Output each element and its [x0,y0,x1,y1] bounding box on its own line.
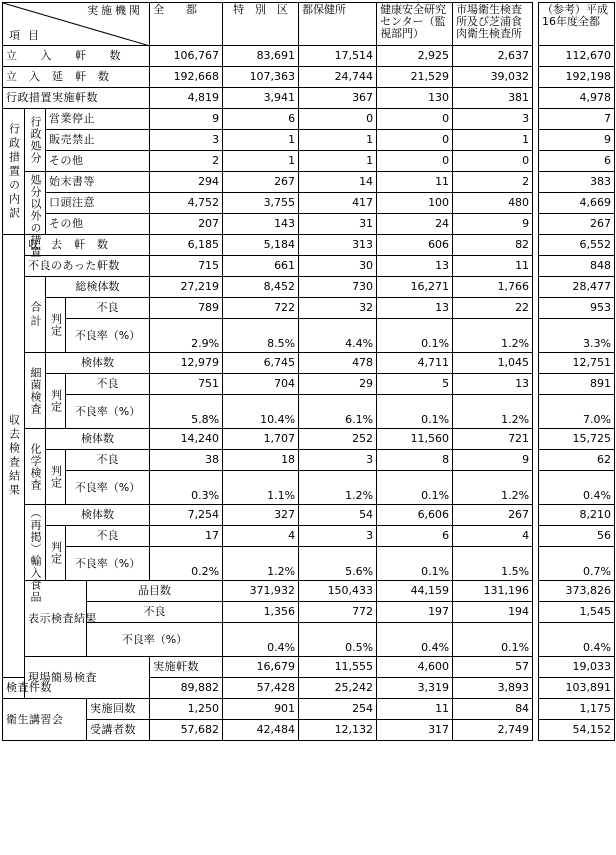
col-special-wards-header: 特 別 区 [223,3,299,46]
table-cell: 12,979 [150,353,223,374]
col-health-center-header: 都保健所 [299,3,377,46]
table-cell: 11 [377,172,453,193]
row-bac-rate [3,395,533,429]
table-cell: 12,751 [539,353,615,374]
table-cell: 721 [453,429,533,450]
label-judgement-chem: 判定 [46,450,66,505]
table-cell: 1 [299,130,377,151]
label-collected: 収 去 軒 数 [25,235,150,256]
table-cell: 21,529 [377,67,453,88]
label-bac-rate: 不良率（%） [66,395,150,429]
table-cell: 3,893 [453,678,533,699]
table-cell: 2 [150,151,223,172]
table-cell: 31 [299,214,377,235]
table-cell: 254 [299,699,377,720]
label-total-defective: 不良 [66,298,150,319]
label-bacteria: 細菌検査 [25,353,46,429]
agency-header-label: 実施機関 [87,4,144,17]
row-total-specimens [3,277,533,298]
row-disposal-other [3,151,533,172]
label-admin-actions: 行政措置実施軒数 [3,88,150,109]
table-cell: 39,032 [453,67,533,88]
table-cell: 14,240 [150,429,223,450]
table-cell: 5,184 [223,235,299,256]
table-cell: 789 [150,298,223,319]
table-cell: 42,484 [223,720,299,741]
label-judgement-imp: 判定 [46,526,66,581]
table-cell: 2,637 [453,46,533,67]
table-cell: 848 [539,256,615,277]
table-cell: 0.5% [299,623,377,657]
table-cell: 9 [150,109,223,130]
table-cell: 24 [377,214,453,235]
table-cell: 4 [223,526,299,547]
table-cell: 112,670 [539,46,615,67]
table-cell: 0.2% [150,547,223,581]
label-imported: （再掲）輸入食品 [25,505,46,581]
label-label-rate: 不良率（%） [87,623,223,657]
label-chem-defective: 不良 [66,450,150,471]
table-cell: 9 [539,130,615,151]
label-disposal-other: その他 [46,151,150,172]
row-course-times [3,699,533,720]
table-cell: 327 [223,505,299,526]
col-market-inspection-header: 市場衛生検査所及び芝浦食肉衛生検査所 [453,3,533,46]
table-cell: 0.4% [539,623,615,657]
label-judgement-bac: 判定 [46,374,66,429]
corner-header [3,3,150,46]
row-chem-defective [3,450,533,471]
table-cell: 1,250 [150,699,223,720]
table-cell: 3 [299,526,377,547]
row-field-shops [3,657,533,678]
table-cell: 84 [453,699,533,720]
table-cell: 6,606 [377,505,453,526]
table-cell: 8 [377,450,453,471]
table-cell: 0.1% [377,395,453,429]
table-cell: 11 [377,699,453,720]
table-cell: 0 [377,109,453,130]
label-total-specimens: 総検体数 [46,277,150,298]
row-inspections [3,46,533,67]
table-cell: 6,185 [150,235,223,256]
table-cell: 192,668 [150,67,223,88]
table-cell: 2,749 [453,720,533,741]
table-cell: 4,711 [377,353,453,374]
table-cell: 661 [223,256,299,277]
table-cell: 197 [377,602,453,623]
row-chem-rate [3,471,533,505]
table-cell: 2.9% [150,319,223,353]
table-cell: 54,152 [539,720,615,741]
table-cell: 1.2% [453,395,533,429]
row-total-defective [3,298,533,319]
table-cell: 4,819 [150,88,223,109]
label-inspection-count: 立 入 延 軒 数 [3,67,150,88]
table-cell: 6 [539,151,615,172]
label-admin-disposal: 行政処分 [25,109,46,172]
label-total-rate: 不良率（%） [66,319,150,353]
label-non-disposal: 処分以外の措置 [25,172,46,235]
table-cell: 83,691 [223,46,299,67]
table-cell: 207 [150,214,223,235]
row-collected [3,235,533,256]
table-cell: 8,210 [539,505,615,526]
table-cell: 131,196 [453,581,533,602]
table-cell: 1,766 [453,277,533,298]
table-cell: 417 [299,193,377,214]
table-cell: 478 [299,353,377,374]
label-imp-specimens: 検体数 [46,505,150,526]
table-cell: 27,219 [150,277,223,298]
label-items-checked: 品目数 [87,581,223,602]
label-judgement-total: 判定 [46,298,66,353]
table-cell: 194 [453,602,533,623]
label-verbal-warning: 口頭注意 [46,193,150,214]
table-cell: 6,745 [223,353,299,374]
label-defect-found: 不良のあった軒数 [25,256,150,277]
col-research-center-header: 健康安全研究センター（監視部門） [377,3,453,46]
table-cell: 267 [453,505,533,526]
row-imp-rate [3,547,533,581]
table-cell: 6,552 [539,235,615,256]
table-cell: 6 [223,109,299,130]
table-cell: 1,707 [223,429,299,450]
row-chem-specimens [3,429,533,450]
label-written-report: 始末書等 [46,172,150,193]
table-cell: 480 [453,193,533,214]
row-sales-ban [3,130,533,151]
table-cell: 1,356 [223,602,299,623]
table-cell: 371,932 [223,581,299,602]
table-cell: 0 [453,151,533,172]
row-verbal-warning [3,193,533,214]
reference-header: （参考）平成16年度全都 [539,3,615,46]
table-cell: 100 [377,193,453,214]
table-cell: 38 [150,450,223,471]
table-cell: 8,452 [223,277,299,298]
table-cell: 62 [539,450,615,471]
table-cell: 3,755 [223,193,299,214]
table-cell: 3,941 [223,88,299,109]
table-cell: 7,254 [150,505,223,526]
table-cell: 130 [377,88,453,109]
table-cell: 11,555 [299,657,377,678]
table-cell: 57,682 [150,720,223,741]
table-cell: 44,159 [377,581,453,602]
table-cell: 1 [453,130,533,151]
table-cell: 7 [539,109,615,130]
header-row [3,3,533,46]
table-cell: 606 [377,235,453,256]
label-imp-defective: 不良 [66,526,150,547]
table-cell: 4,752 [150,193,223,214]
table-cell: 0.4% [223,623,299,657]
table-cell: 1.5% [453,547,533,581]
label-hygiene-course: 衛生講習会 [3,699,87,741]
table-cell: 294 [150,172,223,193]
label-bac-specimens: 検体数 [46,353,150,374]
label-field-count-shops: 実施軒数 [150,657,223,678]
table-cell: 4,978 [539,88,615,109]
table-cell: 22 [453,298,533,319]
table-cell: 30 [299,256,377,277]
table-cell: 1 [223,130,299,151]
row-inspection-count [3,67,533,88]
table-cell: 1.2% [453,319,533,353]
table-cell: 9 [453,450,533,471]
table-cell: 1.2% [223,547,299,581]
table-cell: 89,882 [150,678,223,699]
table-cell: 150,433 [299,581,377,602]
table-cell: 5 [377,374,453,395]
table-cell: 32 [299,298,377,319]
table-cell: 722 [223,298,299,319]
table-cell: 13 [377,256,453,277]
table-cell: 317 [377,720,453,741]
row-bac-specimens [3,353,533,374]
table-cell: 2 [453,172,533,193]
label-imp-rate: 不良率（%） [66,547,150,581]
table-cell: 56 [539,526,615,547]
table-cell: 367 [299,88,377,109]
table-cell: 0 [299,109,377,130]
table-cell: 17,514 [299,46,377,67]
table-cell: 0.4% [377,623,453,657]
table-cell: 3 [453,109,533,130]
table-cell: 14 [299,172,377,193]
table-cell: 12,132 [299,720,377,741]
table-cell: 106,767 [150,46,223,67]
row-total-rate [3,319,533,353]
table-cell: 11 [453,256,533,277]
table-cell: 19,033 [539,657,615,678]
table-cell: 267 [539,214,615,235]
table-cell: 4,600 [377,657,453,678]
table-cell: 1,545 [539,602,615,623]
table-cell: 10.4% [223,395,299,429]
table-cell: 7.0% [539,395,615,429]
table-cell: 0.1% [377,471,453,505]
table-cell: 18 [223,450,299,471]
table-cell: 1,045 [453,353,533,374]
table-cell: 8.5% [223,319,299,353]
row-suspension [3,109,533,130]
label-field-count-tests: 検査件数 [3,678,25,699]
label-sales-ban: 販売禁止 [46,130,150,151]
table-cell: 25,242 [299,678,377,699]
label-suspension: 営業停止 [46,109,150,130]
label-label-defective: 不良 [87,602,223,623]
label-field-simple: 現場簡易検査 [25,657,150,699]
table-cell: 313 [299,235,377,256]
row-imp-defective [3,526,533,547]
row-label-items [3,581,533,602]
table-cell: 5.6% [299,547,377,581]
table-cell: 3 [299,450,377,471]
table-cell: 6 [377,526,453,547]
table-cell: 16,679 [223,657,299,678]
label-admin-detail: 行政措置の内訳 [3,109,25,235]
table-cell: 730 [299,277,377,298]
label-chemical: 化学検査 [25,429,46,505]
row-defect-found [3,256,533,277]
table-cell: 751 [150,374,223,395]
table-cell: 2,925 [377,46,453,67]
table-cell: 5.8% [150,395,223,429]
table-cell: 1.2% [453,471,533,505]
table-cell: 772 [299,602,377,623]
table-cell: 82 [453,235,533,256]
table-cell: 17 [150,526,223,547]
table-cell: 1,175 [539,699,615,720]
label-chem-rate: 不良率（%） [66,471,150,505]
table-cell: 0.4% [539,471,615,505]
table-cell: 901 [223,699,299,720]
table-cell: 1.1% [223,471,299,505]
table-cell: 192,198 [539,67,615,88]
label-course-times: 実施回数 [87,699,150,720]
row-admin-actions [3,88,533,109]
label-bac-defective: 不良 [66,374,150,395]
row-imp-specimens [3,505,533,526]
table-cell: 29 [299,374,377,395]
table-cell: 54 [299,505,377,526]
table-cell: 143 [223,214,299,235]
label-course-participants: 受講者数 [87,720,150,741]
table-cell: 0.1% [453,623,533,657]
table-cell: 0 [377,151,453,172]
table-cell: 13 [377,298,453,319]
table-cell: 9 [453,214,533,235]
table-cell: 953 [539,298,615,319]
table-cell: 1 [223,151,299,172]
table-cell: 381 [453,88,533,109]
table-cell: 28,477 [539,277,615,298]
table-cell: 0.3% [150,471,223,505]
table-cell: 57,428 [223,678,299,699]
table-cell: 103,891 [539,678,615,699]
label-nondisposal-other: その他 [46,214,150,235]
table-cell: 891 [539,374,615,395]
table-cell: 0.1% [377,547,453,581]
table-cell: 0 [377,130,453,151]
table-cell: 4,669 [539,193,615,214]
label-inspections: 立 入 軒 数 [3,46,150,67]
label-collection-results: 収去検査結果 [3,235,25,678]
table-cell: 267 [223,172,299,193]
reference-table [538,2,615,741]
table-cell: 6.1% [299,395,377,429]
table-cell: 252 [299,429,377,450]
table-cell: 16,271 [377,277,453,298]
table-cell: 383 [539,172,615,193]
col-all-tokyo-header: 全 都 [150,3,223,46]
table-cell: 107,363 [223,67,299,88]
table-cell: 0.7% [539,547,615,581]
table-cell: 24,744 [299,67,377,88]
table-cell: 57 [453,657,533,678]
row-written-report [3,172,533,193]
table-cell: 13 [453,374,533,395]
table-cell: 1 [299,151,377,172]
label-labeling-results: 表示検査結果 [25,581,87,657]
row-nondisposal-other [3,214,533,235]
row-bac-defective [3,374,533,395]
main-table [2,2,533,741]
table-cell: 1.2% [299,471,377,505]
table-cell: 15,725 [539,429,615,450]
label-total-section: 合計 [25,277,46,353]
table-cell: 0.1% [377,319,453,353]
table-cell: 4 [453,526,533,547]
table-cell: 3.3% [539,319,615,353]
table-cell: 373,826 [539,581,615,602]
table-cell: 3,319 [377,678,453,699]
table-cell: 11,560 [377,429,453,450]
table-cell: 715 [150,256,223,277]
table-cell: 704 [223,374,299,395]
item-header-label: 項目 [9,29,47,42]
table-cell: 3 [150,130,223,151]
label-chem-specimens: 検体数 [46,429,150,450]
table-cell: 4.4% [299,319,377,353]
